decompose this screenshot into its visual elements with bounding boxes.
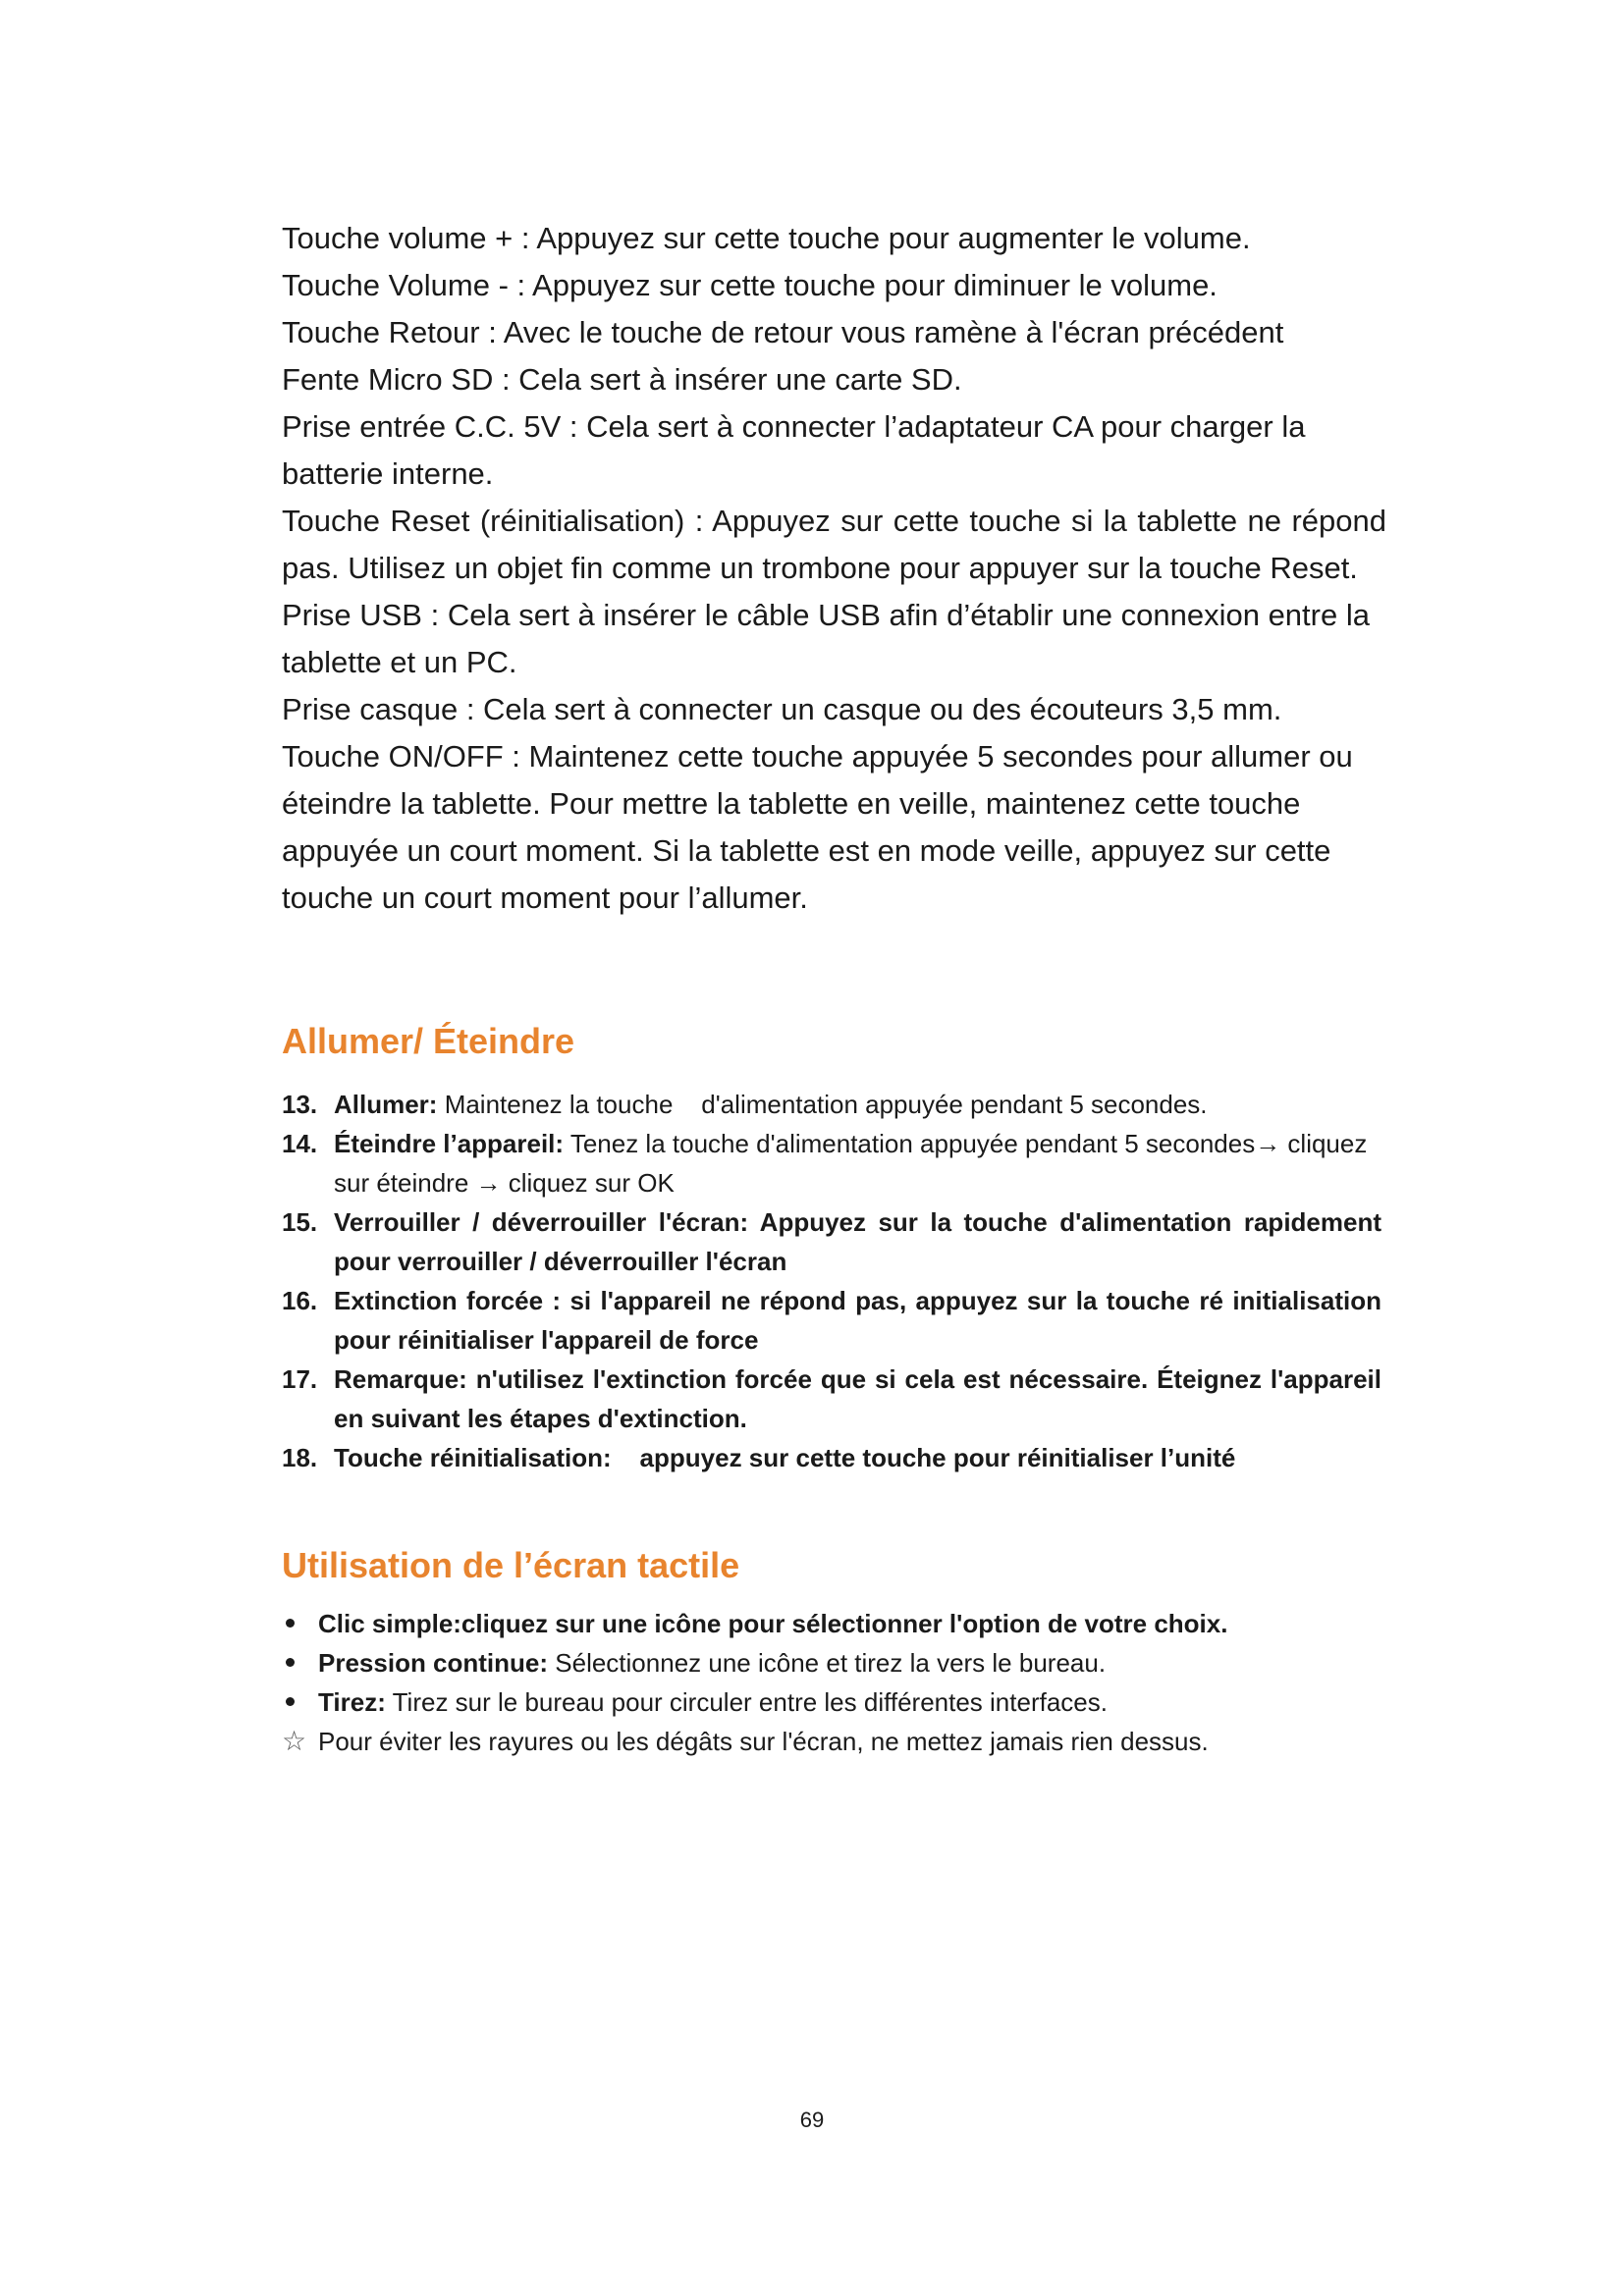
list-item: 13. Allumer: Maintenez la touche d'alimentation appuyée pendant 5 secondes. [282,1090,1208,1119]
power-key-line: Touche ON/OFF : Maintenez cette touche appuyée 5 secondes pour allumer ou éteindre la tablette. Pour mettre la tablette en veille, maintenez cette touche appuyée un court moment. Si la tablette est en mode veille, appuyez sur cette touche un court moment pour l’allumer. [282,739,1353,915]
list-item: Clic simple:cliquez sur une icône pour sélectionner l'option de votre choix. [282,1604,1381,1643]
usb-port-line: Prise USB : Cela sert à insérer le câble USB afin d’établir une connexion entre la tablette et un PC. [282,598,1370,679]
page-number: 69 [799,2108,825,2132]
controls-description [282,215,1386,922]
touchscreen-list [282,1604,1381,1761]
star-outline-icon: ☆ [282,1726,307,1756]
reset-key-line: Touche Reset (réinitialisation) : Appuyez sur cette touche si la tablette ne répond pas. Utilisez un objet fin comme un trombone pour appuyer sur la touche Reset. [282,504,1386,585]
bullet-icon [282,1604,318,1643]
headphone-jack-line: Prise casque : Cela sert à connecter un casque ou des écouteurs 3,5 mm. [282,692,1282,726]
list-item: Tirez: Tirez sur le bureau pour circuler entre les différentes interfaces. [282,1682,1381,1722]
list-item: 15. Verrouiller / déverrouiller l'écran: Appuyez sur la touche d'alimentation rapidement pour verrouiller / déverrouiller l'écran [282,1207,1381,1276]
micro-sd-line: Fente Micro SD : Cela sert à insérer une carte SD. [282,362,962,397]
list-item: 14. Éteindre l’appareil: Tenez la touche d'alimentation appuyée pendant 5 secondes→ cliquez sur éteindre → cliquez sur OK [282,1129,1368,1198]
back-key-line: Touche Retour : Avec le touche de retour vous ramène à l'écran précédent [282,315,1284,349]
care-note: ☆ Pour éviter les rayures ou les dégâts sur l'écran, ne mettez jamais rien dessus. [282,1722,1381,1761]
bullet-icon [282,1643,318,1682]
list-item: 18. Touche réinitialisation: appuyez sur cette touche pour réinitialiser l’unité [282,1443,1236,1472]
list-item: Pression continue: Sélectionnez une icône et tirez la vers le bureau. [282,1643,1381,1682]
power-steps-list [282,1085,1381,1477]
volume-up-line: Touche volume + : Appuyez sur cette touche pour augmenter le volume. [282,221,1251,255]
bullet-icon [282,1682,318,1722]
dc-input-line: Prise entrée C.C. 5V : Cela sert à connecter l’adaptateur CA pour charger la batterie interne. [282,409,1306,491]
section-heading-power: Allumer/ Éteindre [282,1021,575,1061]
volume-down-line: Touche Volume - : Appuyez sur cette touche pour diminuer le volume. [282,268,1218,302]
section-heading-touchscreen: Utilisation de l’écran tactile [282,1545,740,1585]
list-item: 17. Remarque: n'utilisez l'extinction forcée que si cela est nécessaire. Éteignez l'appareil en suivant les étapes d'extinction. [282,1364,1381,1433]
list-item: 16. Extinction forcée : si l'appareil ne répond pas, appuyez sur la touche ré initialisation pour réinitialiser l'appareil de force [282,1286,1381,1355]
